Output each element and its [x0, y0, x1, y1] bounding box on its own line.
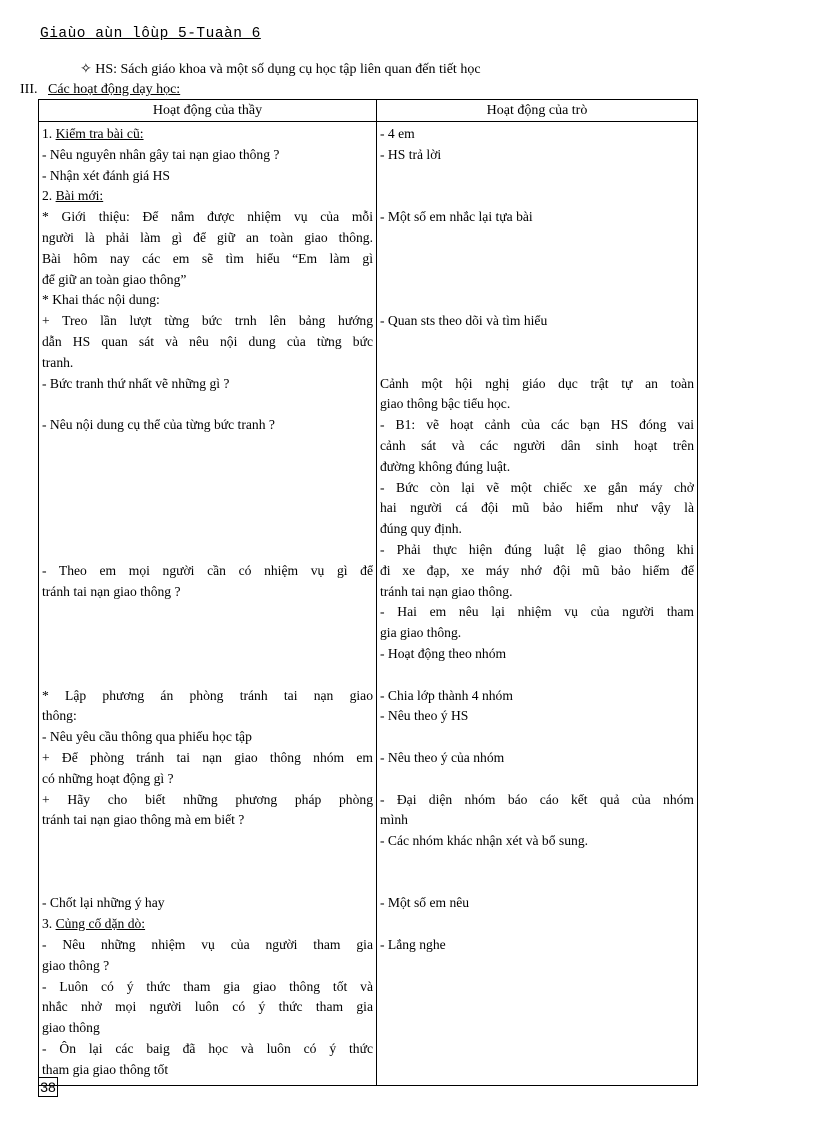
blank-line [42, 852, 373, 873]
student-line: - Một số em nhắc lại tựa bài [380, 209, 533, 225]
teacher-line: giao thông ? [42, 957, 110, 973]
teacher-line: * Khai thác nội dung: [42, 292, 160, 308]
blank-line [42, 436, 373, 457]
blank-line [42, 478, 373, 499]
blank-line [380, 290, 694, 311]
student-line: hai người cá đội mũ bảo hiểm như vậy là [380, 500, 694, 516]
teacher-line: - Nêu nội dung cụ thể của từng bức tranh ? [42, 417, 275, 433]
page-header: Giaùo aùn lôùp 5-Tuaàn 6 [40, 26, 261, 42]
teacher-line: nhắc nhở mọi người luôn có ý thức tham gia [42, 999, 373, 1015]
student-line: đường không đúng luật. [380, 458, 511, 474]
teacher-column-header: Hoạt động của thầy [39, 100, 377, 122]
student-line: - Đại diện nhóm báo cáo kết quả của nhóm [380, 791, 694, 807]
student-line: - Nêu theo ý của nhóm [380, 749, 505, 765]
teacher-line [42, 124, 373, 145]
student-line: - HS trả lời [380, 146, 442, 162]
teacher-activities-cell [39, 122, 377, 1086]
teacher-line: - Luôn có ý thức tham gia giao thông tốt và [42, 978, 373, 994]
student-line: - Lắng nghe [380, 937, 446, 953]
blank-line [380, 228, 694, 249]
teacher-line: * Lập phương án phòng tránh tai nạn giao [42, 687, 373, 703]
student-line: - Một số em nêu [380, 895, 470, 911]
page-number: 38 [38, 1077, 58, 1097]
student-line: - Hoạt động theo nhóm [380, 645, 507, 661]
teacher-line: thông: [42, 708, 77, 724]
student-line: đi xe đạp, xe máy nhớ đội mũ bảo hiểm để [380, 562, 694, 578]
teacher-line: tham gia giao thông tốt [42, 1061, 169, 1077]
student-line: - Hai em nêu lại nhiệm vụ của người tham [380, 604, 694, 620]
section-number: III. [20, 82, 38, 97]
blank-line [380, 727, 694, 748]
blank-line [42, 519, 373, 540]
teacher-line: + Để phòng tránh tai nạn giao thông nhóm em [42, 749, 373, 765]
teacher-line: tránh tai nạn giao thông mà em biết ? [42, 812, 245, 828]
teacher-line: + Hãy cho biết những phương pháp phòng [42, 791, 373, 807]
teacher-line: - Nêu những nhiệm vụ của người tham gia [42, 937, 373, 953]
section-heading [20, 82, 180, 98]
blank-line [380, 249, 694, 270]
blank-line [380, 332, 694, 353]
materials-line: ✧ HS: Sách giáo khoa và một số dụng cụ học tập liên quan đến tiết học [80, 62, 481, 77]
student-line: gia giao thông. [380, 625, 462, 641]
teacher-line [42, 914, 373, 935]
blank-line [380, 769, 694, 790]
blank-line [42, 498, 373, 519]
student-line: Cảnh một hội nghị giáo dục trật tự an toàn [380, 375, 694, 391]
student-line: - Bức còn lại vẽ một chiếc xe gắn máy chở [380, 479, 694, 495]
blank-line [42, 623, 373, 644]
student-line: - 4 em [380, 126, 415, 141]
teacher-line: - Ôn lại các baig đã học và luôn có ý thức [42, 1041, 373, 1057]
teacher-section-heading-title: Bài mới: [55, 188, 104, 204]
teacher-line [42, 186, 373, 207]
teacher-line: có những hoạt động gì ? [42, 770, 174, 786]
blank-line [380, 665, 694, 686]
student-line: - B1: vẽ hoạt cảnh của các bạn HS đóng vai [380, 417, 694, 433]
blank-line [380, 873, 694, 894]
blank-line [42, 540, 373, 561]
teacher-line: * Giới thiệu: Để nắm được nhiệm vụ của mỗi [42, 209, 373, 225]
blank-line [380, 852, 694, 873]
teacher-section-heading: 2. Bài mới: [42, 188, 104, 204]
student-line: mình [380, 812, 408, 828]
student-activities-cell [377, 122, 698, 1086]
teacher-line: - Bức tranh thứ nhất vẽ những gì ? [42, 375, 230, 391]
teacher-line: - Nhận xét đánh giá HS [42, 167, 170, 183]
teacher-line: dẫn HS quan sát và nêu nội dung của từng bức [42, 333, 373, 349]
section-title: Các hoạt động dạy học: [48, 82, 181, 97]
teacher-section-heading-title: Củng cố dặn dò: [55, 916, 146, 932]
student-column-header: Hoạt động của trò [377, 100, 698, 122]
blank-line [380, 353, 694, 374]
student-line: đúng quy định. [380, 521, 462, 537]
teacher-section-heading: 1. Kiểm tra bài cũ: [42, 126, 144, 141]
blank-line [42, 831, 373, 852]
blank-line [42, 873, 373, 894]
student-line: - Các nhóm khác nhận xét và bổ sung. [380, 833, 589, 849]
blank-line [380, 270, 694, 291]
teacher-section-heading: 3. Củng cố dặn dò: [42, 916, 146, 932]
table-body-row [39, 122, 698, 1086]
teacher-line: - Nêu yêu cầu thông qua phiếu học tập [42, 729, 252, 745]
table-header-row [39, 100, 698, 122]
student-line: - Chia lớp thành 4 nhóm [380, 687, 513, 703]
blank-line [380, 166, 694, 187]
teacher-section-heading-title: Kiểm tra bài cũ: [55, 126, 144, 141]
student-line: giao thông bậc tiểu học. [380, 396, 511, 412]
teacher-line: tranh. [42, 354, 74, 370]
teacher-line: + Treo lần lượt từng bức trnh lên bảng hướng [42, 313, 373, 329]
teacher-line: - Chốt lại những ý hay [42, 895, 165, 911]
teacher-line: người là phải làm gì để giữ an toàn giao thông. [42, 229, 373, 245]
student-line: tránh tai nạn giao thông. [380, 583, 513, 599]
teacher-line: để giữ an toàn giao thông” [42, 271, 187, 287]
teacher-line: - Theo em mọi người cần có nhiệm vụ gì để [42, 562, 373, 578]
student-line: - Nêu theo ý HS [380, 708, 469, 724]
student-line: - Phải thực hiện đúng luật lệ giao thông khi [380, 541, 694, 557]
student-line: - Quan sts theo dõi và tìm hiểu [380, 313, 548, 329]
teacher-line: - Nêu nguyên nhân gây tai nạn giao thông ? [42, 146, 280, 162]
student-line: cảnh sát và các người dân sinh hoạt trên [380, 437, 694, 453]
blank-line [380, 186, 694, 207]
teacher-line: giao thông [42, 1020, 100, 1036]
blank-line [42, 602, 373, 623]
blank-line [42, 644, 373, 665]
teacher-line: Bài hôm nay các em sẽ tìm hiểu “Em làm gì [42, 250, 373, 266]
teacher-line: tránh tai nạn giao thông ? [42, 583, 181, 599]
blank-line [42, 394, 373, 415]
blank-line [42, 665, 373, 686]
lesson-table [38, 99, 698, 1086]
blank-line [42, 457, 373, 478]
blank-line [380, 914, 694, 935]
